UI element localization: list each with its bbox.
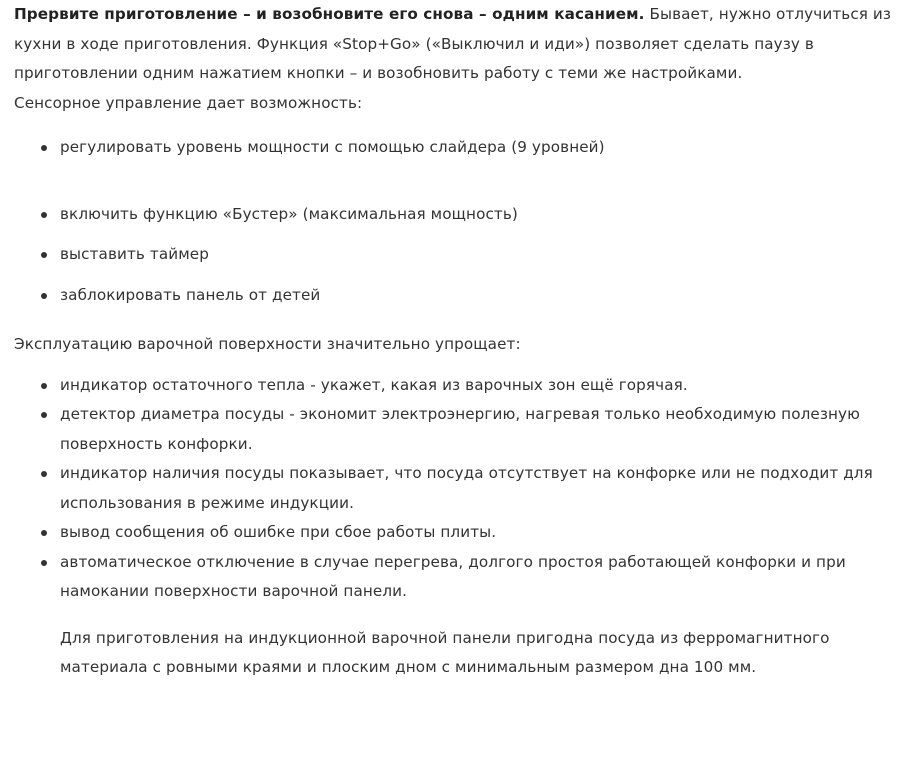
list-item: вывод сообщения об ошибке при сбое работы плиты.	[60, 518, 892, 548]
cookware-note: Для приготовления на индукционной варочной панели пригодна посуда из ферромагнитного материала с ровными краями и плоским дном с минимальным размером дна 100 мм.	[60, 628, 830, 676]
list-item: заблокировать панель от детей	[60, 281, 892, 311]
list-item: детектор диаметра посуды - экономит электроэнергию, нагревая только необходимую полезную поверхность конфорки.	[60, 400, 892, 459]
list-item: индикатор наличия посуды показывает, что посуда отсутствует на конфорке или не подходит для использования в режиме индукции.	[60, 459, 892, 518]
intro-paragraph	[14, 0, 892, 89]
intro-bold: Прервите приготовление – и возобновите его снова – одним касанием.	[14, 5, 645, 23]
list-item: индикатор остаточного тепла - укажет, какая из варочных зон ещё горячая.	[60, 371, 892, 401]
touch-heading: Сенсорное управление дает возможность:	[14, 93, 363, 112]
list-item: регулировать уровень мощности с помощью слайдера (9 уровней)	[60, 133, 892, 163]
list-item: выставить таймер	[60, 240, 892, 270]
usage-heading: Эксплуатацию варочной поверхности значительно упрощает:	[14, 335, 521, 353]
list-item: включить функцию «Бустер» (максимальная мощность)	[60, 200, 892, 230]
usage-feature-list	[14, 371, 892, 607]
touch-feature-list	[14, 133, 892, 310]
intro-text: Бывает, нужно отлучиться из кухни в ходе приготовления. Функция «Stop+Go» («Выключил и иди») позволяет сделать паузу в приготовлении одним нажатием кнопки – и возобновить работу с теми же настройками.	[14, 5, 892, 82]
list-item: автоматическое отключение в случае перегрева, долгого простоя работающей конфорки и при намокании поверхности варочной панели.	[60, 548, 892, 607]
